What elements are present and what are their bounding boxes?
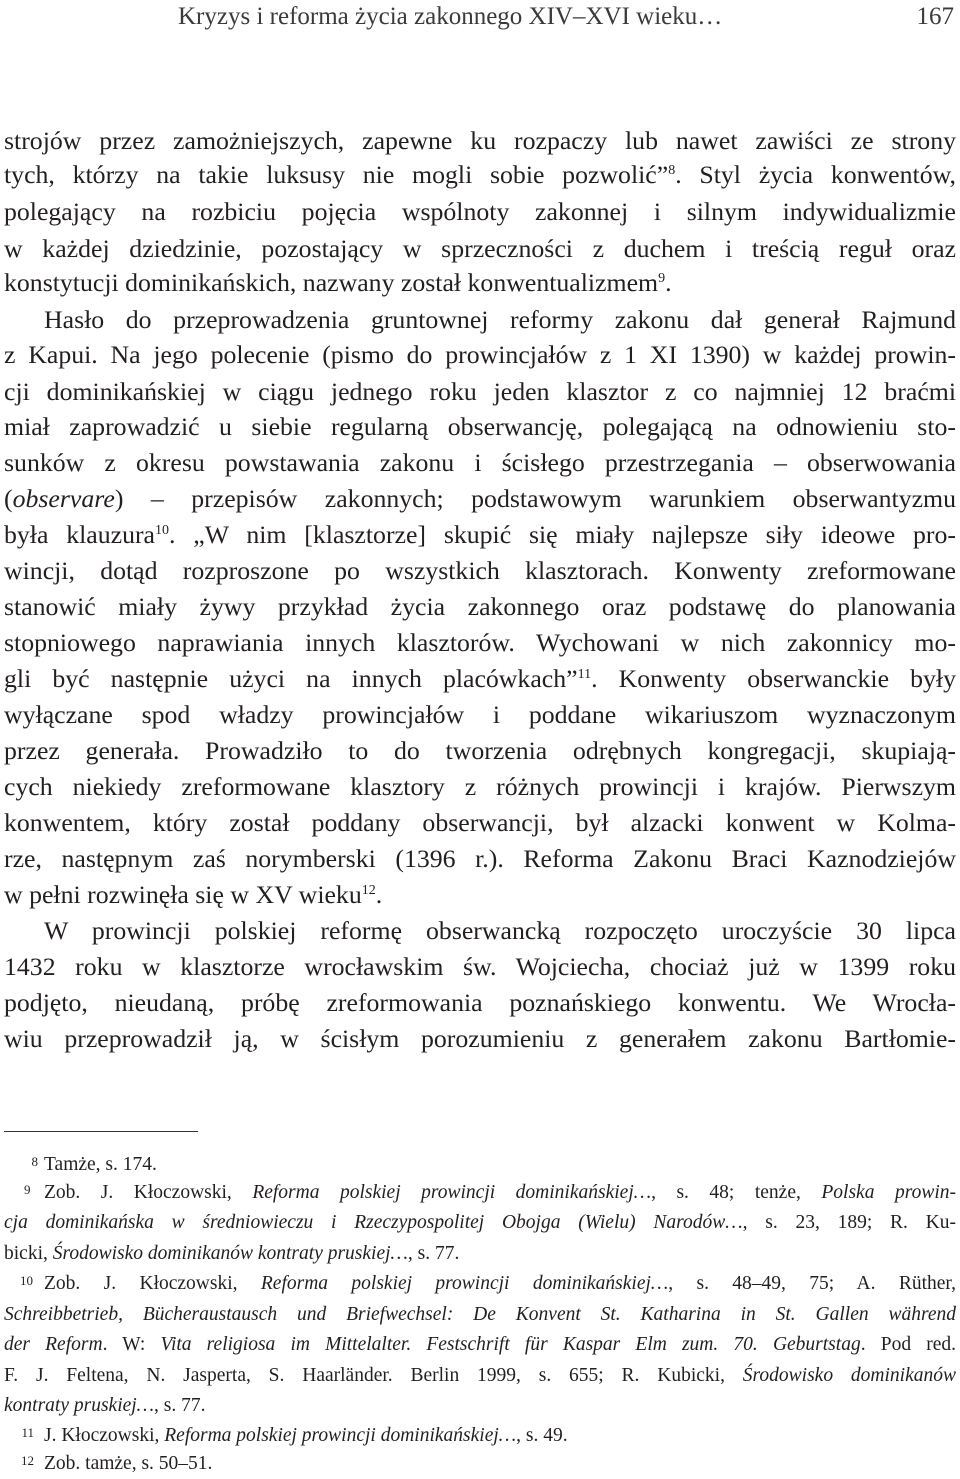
text-line: sunków z okresu powstawania zakonu i ścisłego przestrzegania – obserwowania [4, 448, 956, 477]
text-line: wiu przeprowadził ją, w ścisłym porozumieniu z generałem zakonu Bartłomie- [4, 1024, 956, 1053]
footnote-number: 8 [31, 1154, 38, 1169]
footnote-number: 10 [20, 1273, 33, 1288]
text-line: cji dominikańskiej w ciągu jednego roku jeden klasztor z co najmniej 12 braćmi [4, 377, 956, 406]
footnote-12: 12 Zob. tamże, s. 50–51. [44, 1450, 956, 1477]
footnote-ref-8[interactable]: 8 [668, 163, 676, 178]
text-line: polegający na rozbiciu pojęcia wspólnoty zakonnej i silnym indywidualizmie [4, 197, 956, 226]
footnote-number: 11 [21, 1425, 34, 1440]
text-line: stanowić miały żywy przykład życia zakonnego oraz podstawę do planowania [4, 592, 956, 621]
text-line: miał zaprowadzić u siebie regularną obserwancję, polegającą na odnowieniu sto- [4, 412, 956, 441]
footnote-9-line: cja dominikańska w średniowieczu i Rzeczypospolitej Obojga (Wielu) Narodów…, s. 23, 189; R. Ku- [4, 1212, 956, 1233]
text-line: w pełni rozwinęła się w XV wieku$^{12}$. [4, 880, 383, 909]
text-line: strojów przez zamożniejszych, zapewne ku rozpaczy lub nawet zawiści ze strony [4, 126, 956, 155]
footnote-number: 9 [24, 1182, 31, 1197]
text-line: była klauzura$^{10}$. „W nim [klasztorze] skupić się miały najlepsze siły ideowe pro- [4, 520, 956, 549]
text-line: cych niekiedy zreformowane klasztory z różnych prowincji i krajów. Pierwszym [4, 772, 956, 801]
footnote-10-line: F. J. Feltena, N. Jasperta, S. Haarländer. Berlin 1999, s. 655; R. Kubicki, Środowisko dominikanów [4, 1365, 956, 1386]
footnote-ref-10[interactable]: 10 [155, 523, 170, 538]
text-line: 1432 roku w klasztorze wrocławskim św. Wojciecha, chociaż już w 1399 roku [4, 952, 956, 981]
text-line: gli być następnie użyci na innych placówkach”$^{11}$. Konwenty obserwanckie były [4, 664, 956, 693]
footnote-9-line: bicki, Środowisko dominikanów kontraty pruskiej…, s. 77. [4, 1243, 460, 1264]
footnote-10-line: der Reform. W: Vita religiosa im Mittelalter. Festschrift für Kaspar Elm zum. 70. Geburtstag. Pod red. [4, 1334, 956, 1355]
footnote-separator [4, 1131, 198, 1132]
running-header [0, 0, 960, 40]
footnote-ref-12[interactable]: 12 [361, 883, 376, 898]
paragraph-start-line: Hasło do przeprowadzenia gruntownej reformy zakonu dał generał Rajmund [44, 305, 956, 334]
text-line: konstytucji dominikańskich, nazwany został konwentualizmem$^9$. [4, 268, 672, 297]
footnote-ref-11[interactable]: 11 [577, 667, 592, 682]
text-line: przez generała. Prowadziło to do tworzenia odrębnych kongregacji, skupiają- [4, 736, 956, 765]
footnote-ref-9[interactable]: 9 [658, 271, 666, 286]
text-line: w każdej dziedzinie, pozostający w sprzeczności z duchem i treścią reguł oraz [4, 234, 956, 263]
footnote-10-line: Schreibbetrieb, Bücheraustausch und Briefwechsel: De Konvent St. Katharina in St. Gallen während [4, 1304, 956, 1325]
page-number: 167 [916, 3, 954, 30]
running-title: Kryzys i reforma życia zakonnego XIV–XVI wieku… [178, 3, 723, 30]
footnote-10-line: kontraty pruskiej…, s. 77. [4, 1395, 206, 1416]
footnote-number: 12 [21, 1453, 34, 1468]
text-line: stopniowego naprawiania innych klasztorów. Wychowani w nich zakonnicy mo- [4, 628, 956, 657]
text-line: wyłączane spod władzy prowincjałów i poddane wikariuszom wyznaczonym [4, 700, 956, 729]
text-line: konwentem, który został poddany obserwancji, był alzacki konwent w Kolma- [4, 808, 956, 837]
paragraph-start-line: W prowincji polskiej reformę obserwancką rozpoczęto uroczyście 30 lipca [44, 916, 956, 945]
text-line: tych, którzy na takie luksusy nie mogli sobie pozwolić”$^8$. Styl życia konwentów, [4, 160, 956, 189]
text-line: (observare) – przepisów zakonnych; podstawowym warunkiem obserwantyzmu [4, 484, 956, 513]
footnote-8: 8 Tamże, s. 174. [44, 1151, 956, 1178]
text-line: podjęto, nieudaną, próbę zreformowania poznańskiego konwentu. We Wrocła- [4, 988, 956, 1017]
footnote-9: 9 Zob. J. Kłoczowski, Reforma polskiej prowincji dominikańskiej…, s. 48; tenże, Polska prowin- [44, 1179, 956, 1206]
footnote-10: 10 Zob. J. Kłoczowski, Reforma polskiej prowincji dominikańskiej…, s. 48–49, 75; A. Rüther, [44, 1270, 956, 1297]
text-line: z Kapui. Na jego polecenie (pismo do prowincjałów z 1 XI 1390) w każdej prowin- [4, 340, 956, 369]
text-line: rze, następnym zaś norymberski (1396 r.). Reforma Zakonu Braci Kaznodziejów [4, 844, 956, 873]
text-line: wincji, dotąd rozproszone po wszystkich klasztorach. Konwenty zreformowane [4, 556, 956, 585]
footnote-11: 11 J. Kłoczowski, Reforma polskiej prowincji dominikańskiej…, s. 49. [44, 1422, 956, 1449]
